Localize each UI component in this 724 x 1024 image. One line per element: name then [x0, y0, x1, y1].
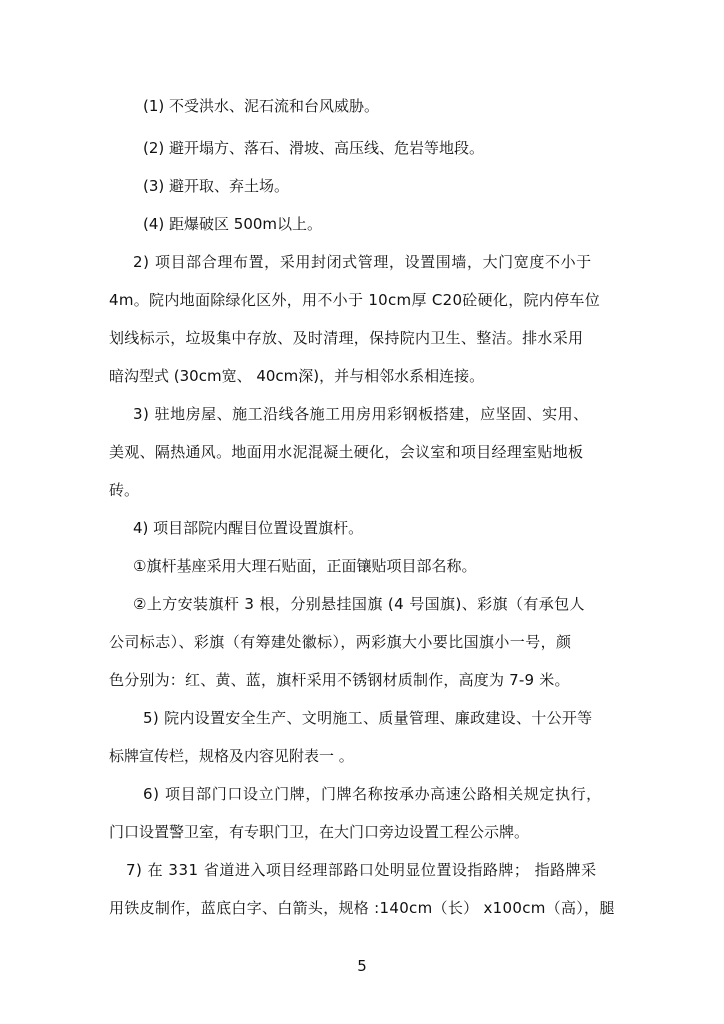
list-item: ②上方安装旗杆 3 根，分别悬挂国旗 (4 号国旗)、彩旗（有承包人	[133, 595, 585, 613]
paragraph-line: 门口设置警卫室，有专职门卫，在大门口旁边设置工程公示牌。	[109, 823, 530, 841]
list-item: (2) 避开塌方、落石、滑坡、高压线、危岩等地段。	[143, 139, 485, 157]
paragraph-line: 7) 在 331 省道进入项目经理部路口处明显位置设指路牌； 指路牌采	[126, 861, 597, 879]
page-number: 5	[357, 957, 367, 975]
list-item: ①旗杆基座采用大理石贴面，正面镶贴项目部名称。	[133, 557, 477, 575]
paragraph-line: 6) 项目部门口设立门牌，门牌名称按承办高速公路相关规定执行，	[143, 785, 602, 803]
paragraph-line: 暗沟型式 (30cm宽、 40cm深)，并与相邻水系相连接。	[109, 367, 485, 385]
paragraph-line: 砖。	[109, 481, 140, 499]
paragraph-line: 划线标示，垃圾集中存放、及时清理，保持院内卫生、整洁。排水采用	[109, 329, 584, 347]
paragraph-line: 美观、隔热通风。地面用水泥混凝土硬化，会议室和项目经理室贴地板	[109, 443, 584, 461]
paragraph-line: 标牌宣传栏，规格及内容见附表一 。	[109, 747, 354, 765]
paragraph-line: 4m。院内地面除绿化区外，用不小于 10cm厚 C20砼硬化，院内停车位	[109, 291, 600, 309]
paragraph-line: 2) 项目部合理布置，采用封闭式管理，设置围墙，大门宽度不小于	[133, 253, 592, 271]
paragraph-line: 4) 项目部院内醒目位置设置旗杆。	[133, 519, 364, 537]
paragraph-line: 3) 驻地房屋、施工沿线各施工用房用彩钢板搭建，应坚固、实用、	[133, 405, 589, 423]
list-item: (4) 距爆破区 500m以上。	[143, 215, 323, 233]
list-item: (1) 不受洪水、泥石流和台风威胁。	[143, 97, 380, 115]
paragraph-line: 公司标志）、彩旗（有筹建处徽标），两彩旗大小要比国旗小一号，颜	[109, 633, 572, 651]
paragraph-line: 5) 院内设置安全生产、文明施工、质量管理、廉政建设、十公开等	[143, 709, 593, 727]
paragraph-line: 色分别为：红、黄、蓝，旗杆采用不锈钢材质制作，高度为 7-9 米。	[109, 671, 570, 689]
paragraph-line: 用铁皮制作，蓝底白字、白箭头，规格 :140cm（长） x100cm（高），腿	[109, 899, 615, 917]
list-item: (3) 避开取、弃土场。	[143, 177, 290, 195]
